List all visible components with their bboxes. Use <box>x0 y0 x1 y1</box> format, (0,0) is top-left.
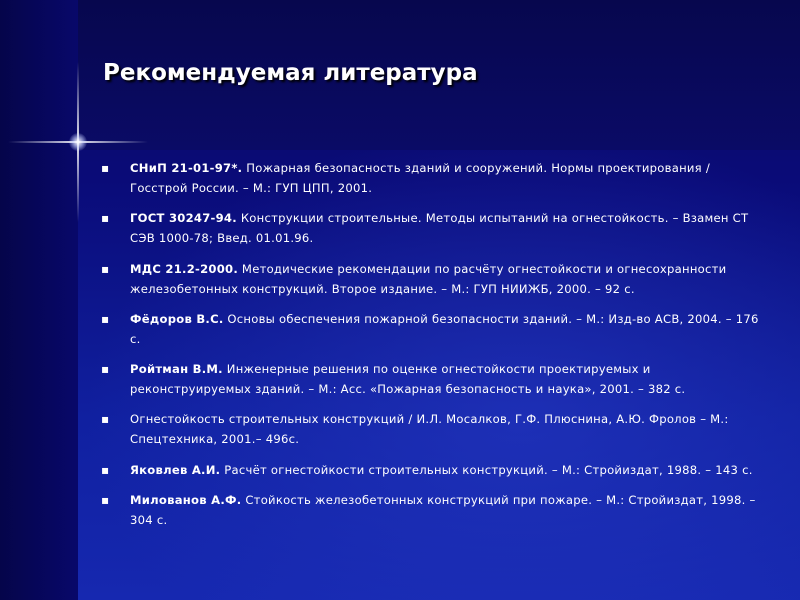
bibliography-item <box>100 359 770 399</box>
item-author: СНиП 21-01-97*. <box>130 161 243 175</box>
bullet-icon: ▪ <box>101 412 110 427</box>
bibliography-item <box>100 490 770 530</box>
item-text: Методические рекомендации по расчёту огнестойкости и огнесохранности железобетонных конструкций. Второе издание. – М.: ГУП НИИЖБ, 2000. – 92 с. <box>130 261 727 296</box>
item-text: Конструкции строительные. Методы испытаний на огнестойкость. – Взамен СТ СЭВ 1000-78; Введ. 01.01.96. <box>130 211 749 246</box>
bullet-icon: ▪ <box>101 211 110 226</box>
bullet-icon: ▪ <box>101 493 110 508</box>
bibliography-item <box>100 309 770 349</box>
item-text: Стойкость железобетонных конструкций при пожаре. – М.: Стройиздат, 1998. – 304 с. <box>130 493 756 528</box>
item-text: Огнестойкость строительных конструкций / И.Л. Мосалков, Г.Ф. Плюснина, А.Ю. Фролов – М.: Спецтехника, 2001.– 496с. <box>130 412 729 447</box>
bullet-icon: ▪ <box>101 161 110 175</box>
bullet-icon: ▪ <box>101 462 110 477</box>
bullet-icon: ▪ <box>101 261 110 276</box>
item-author: Фёдоров В.С. <box>130 311 224 326</box>
item-author: Яковлев А.И. <box>130 462 221 477</box>
bibliography-list <box>100 158 770 540</box>
bibliography-item <box>100 409 770 449</box>
sparkle-glow <box>69 133 87 151</box>
bullet-icon: ▪ <box>101 362 110 377</box>
bullet-icon: ▪ <box>101 311 110 326</box>
bibliography-item <box>100 158 770 198</box>
bibliography-item <box>100 460 770 480</box>
slide-title: Рекомендуемая литература <box>103 60 478 86</box>
item-text: Основы обеспечения пожарной безопасности зданий. – М.: Изд-во АСВ, 2004. – 176 с. <box>130 311 759 346</box>
item-text: Расчёт огнестойкости строительных конструкций. – М.: Стройиздат, 1988. – 143 с. <box>220 462 753 477</box>
item-text: Инженерные решения по оценке огнестойкости проектируемых и реконструируемых зданий. – М.: Асс. «Пожарная безопасность и наука», 2001. – 382 с. <box>130 362 686 397</box>
item-text: Пожарная безопасность зданий и сооружений. Нормы проектирования / Госстрой России. – М.: ГУП ЦПП, 2001. <box>130 161 710 195</box>
bibliography-item <box>100 208 770 248</box>
item-author: Ройтман В.М. <box>130 362 223 377</box>
item-author: ГОСТ 30247-94. <box>130 211 237 226</box>
item-author: Милованов А.Ф. <box>130 493 242 508</box>
bibliography-item <box>100 259 770 299</box>
left-band <box>0 0 78 600</box>
item-author: МДС 21.2-2000. <box>130 261 238 276</box>
